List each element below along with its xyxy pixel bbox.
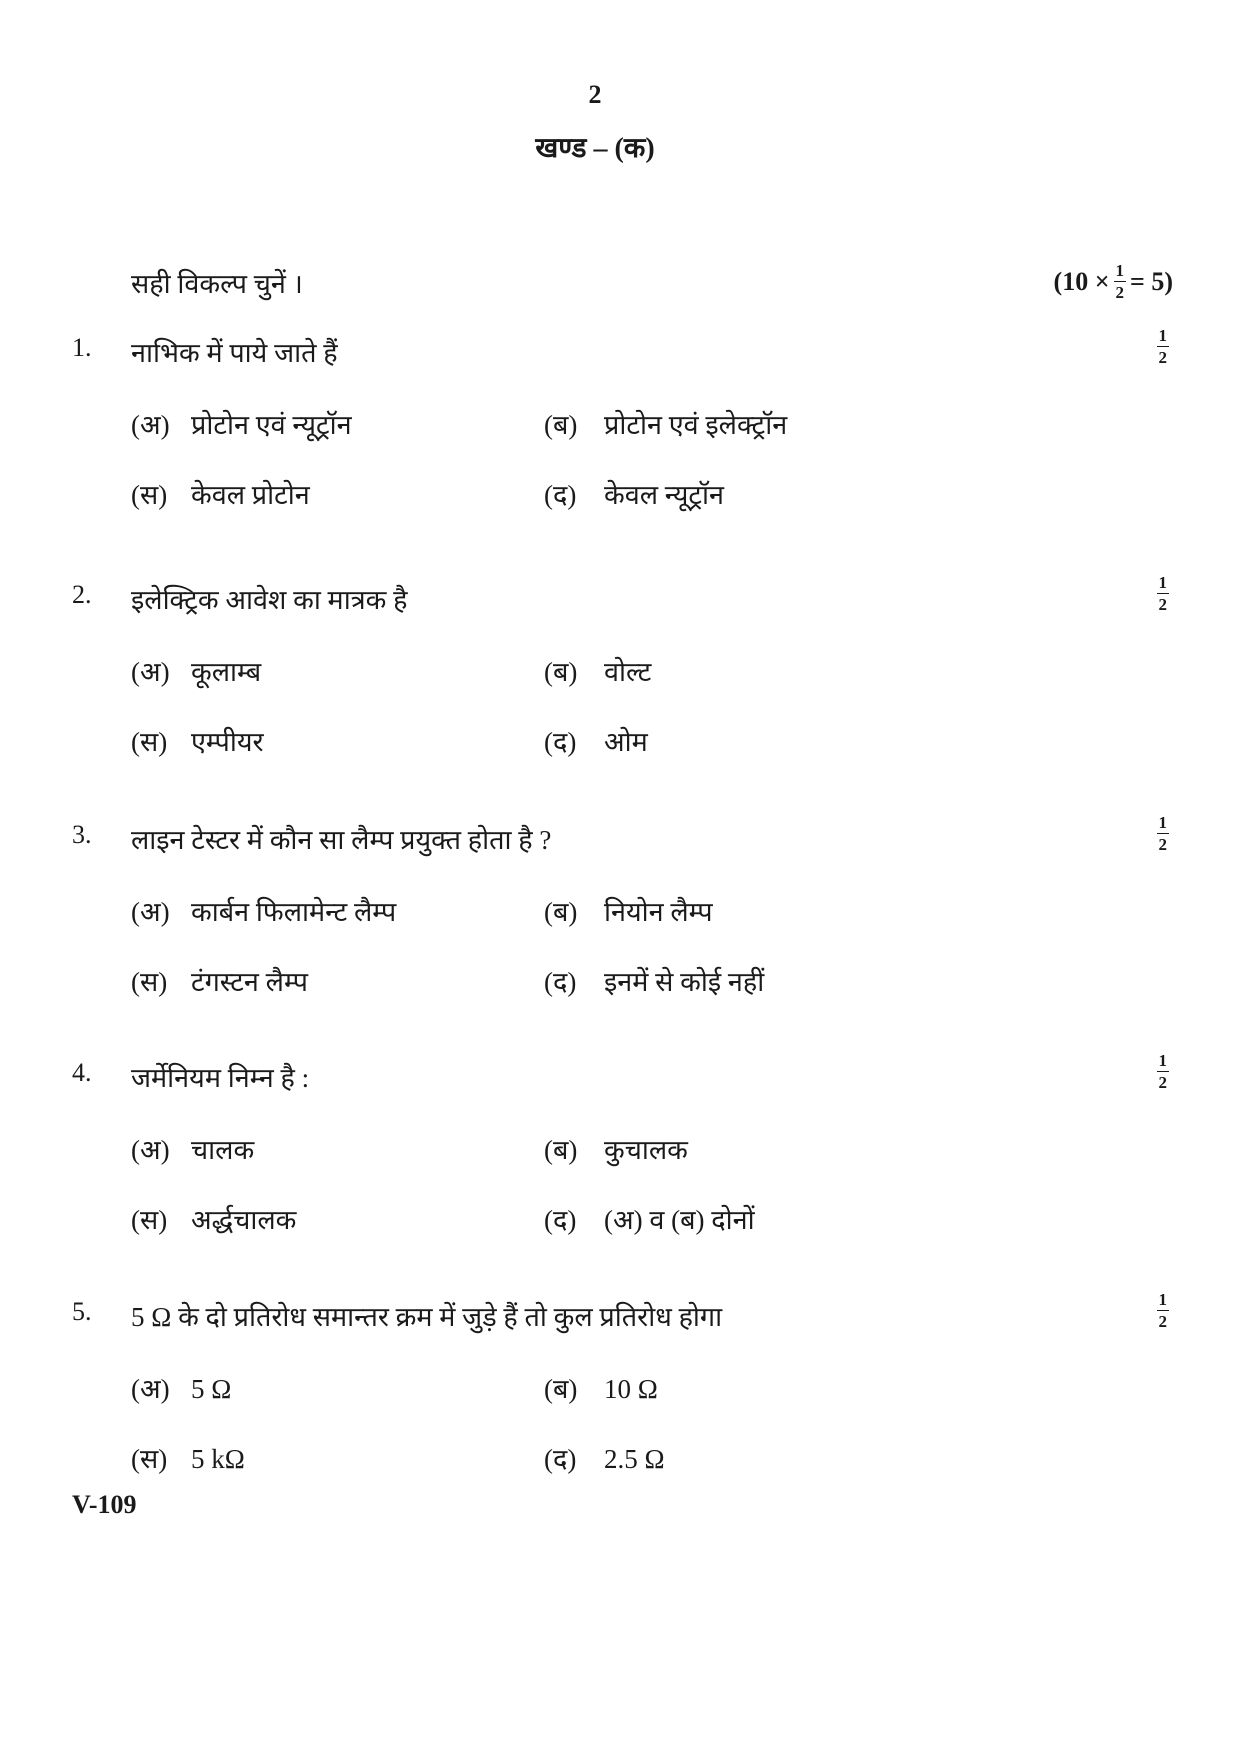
question-3 [0,813,1241,1020]
option-label: (ब) [544,1374,578,1404]
option-label: (ब) [544,1135,578,1165]
option-a [131,892,396,929]
option-label: (स) [131,1205,168,1235]
option-label: (ब) [544,657,578,687]
option-d [544,475,724,512]
fraction-denominator: 2 [1158,835,1167,854]
question-text: 5 Ω के दो प्रतिरोध समान्तर क्रम में जुड़े हैं तो कुल प्रतिरोध होगा [131,1302,723,1332]
option-label: (द) [544,727,577,757]
option-a [131,1130,254,1167]
question-number: 2. [72,580,92,609]
option-text: चालक [191,1135,255,1165]
total-marks [1054,262,1173,301]
option-text: इनमें से कोई नहीं [604,967,765,997]
option-text: केवल न्यूट्रॉन [604,480,725,510]
option-label: (द) [544,480,577,510]
instruction-text: सही विकल्प चुनें । [131,269,303,299]
option-label: (अ) [131,657,170,687]
fraction-denominator: 2 [1115,283,1125,302]
fraction-numerator: 1 [1158,1290,1167,1309]
page-number: 2 [588,80,602,109]
question-marks [1157,327,1170,366]
option-label: (अ) [131,410,170,440]
fraction-denominator: 2 [1158,1073,1167,1092]
question-marks [1157,1291,1170,1330]
section-title: खण्ड – (क) [535,133,655,164]
option-a [131,1369,231,1406]
option-d [544,1200,755,1237]
option-c [131,722,264,759]
total-marks-fraction [1114,262,1127,301]
option-c [131,1439,245,1476]
option-c [131,1200,296,1237]
question-number: 1. [72,333,92,362]
option-text: 5 Ω [191,1374,232,1404]
paper-code: V-109 [72,1490,137,1519]
option-label: (ब) [544,410,578,440]
question-1 [0,326,1241,533]
option-label: (स) [131,967,168,997]
question-text: नाभिक में पाये जाते हैं [131,338,338,368]
option-b [544,1130,688,1167]
question-number: 4. [72,1058,92,1087]
option-label: (अ) [131,1135,170,1165]
question-number: 5. [72,1297,92,1326]
option-text: ओम [604,727,648,757]
question-text: लाइन टेस्टर में कौन सा लैम्प प्रयुक्त होता है ? [131,825,552,855]
option-label: (ब) [544,897,578,927]
option-d [544,722,648,759]
option-d [544,962,764,999]
question-2 [0,573,1241,780]
option-a [131,405,352,442]
question-marks [1157,574,1170,613]
question-number: 3. [72,820,92,849]
option-text: 10 Ω [604,1374,658,1404]
option-text: अर्द्धचालक [191,1205,297,1235]
total-marks-prefix: (10 × [1053,266,1110,296]
option-label: (स) [131,727,168,757]
fraction-numerator: 1 [1158,326,1167,345]
option-text: प्रोटोन एवं न्यूट्रॉन [191,410,352,440]
option-text: 2.5 Ω [604,1444,665,1474]
question-text: इलेक्ट्रिक आवेश का मात्रक है [131,585,408,615]
option-text: (अ) व (ब) दोनों [604,1205,755,1235]
fraction-denominator: 2 [1158,348,1167,367]
option-text: नियोन लैम्प [604,897,713,927]
option-b [544,1369,658,1406]
option-label: (स) [131,1444,168,1474]
option-label: (द) [544,1205,577,1235]
option-text: कार्बन फिलामेन्ट लैम्प [191,897,397,927]
fraction-numerator: 1 [1158,1051,1167,1070]
fraction-numerator: 1 [1158,813,1167,832]
option-text: प्रोटोन एवं इलेक्ट्रॉन [604,410,788,440]
option-label: (द) [544,1444,577,1474]
option-text: टंगस्टन लैम्प [191,967,308,997]
option-text: वोल्ट [604,657,652,687]
option-d [544,1439,665,1476]
fraction-denominator: 2 [1158,595,1167,614]
option-text: एम्पीयर [191,727,264,757]
question-marks [1157,814,1170,853]
fraction-numerator: 1 [1115,261,1125,280]
option-c [131,962,308,999]
option-c [131,475,310,512]
total-marks-suffix: = 5) [1130,266,1173,296]
option-label: (स) [131,480,168,510]
option-text: कुचालक [604,1135,688,1165]
option-b [544,652,651,689]
option-label: (द) [544,967,577,997]
question-5 [0,1290,1241,1497]
question-4 [0,1051,1241,1258]
option-label: (अ) [131,1374,170,1404]
option-b [544,405,787,442]
fraction-denominator: 2 [1158,1312,1167,1331]
option-text: केवल प्रोटोन [191,480,310,510]
option-b [544,892,713,929]
fraction-numerator: 1 [1158,573,1167,592]
option-a [131,652,261,689]
question-text: जर्मेनियम निम्न है : [131,1063,310,1093]
question-marks [1157,1052,1170,1091]
option-text: 5 kΩ [191,1444,245,1474]
option-text: कूलाम्ब [191,657,262,687]
option-label: (अ) [131,897,170,927]
